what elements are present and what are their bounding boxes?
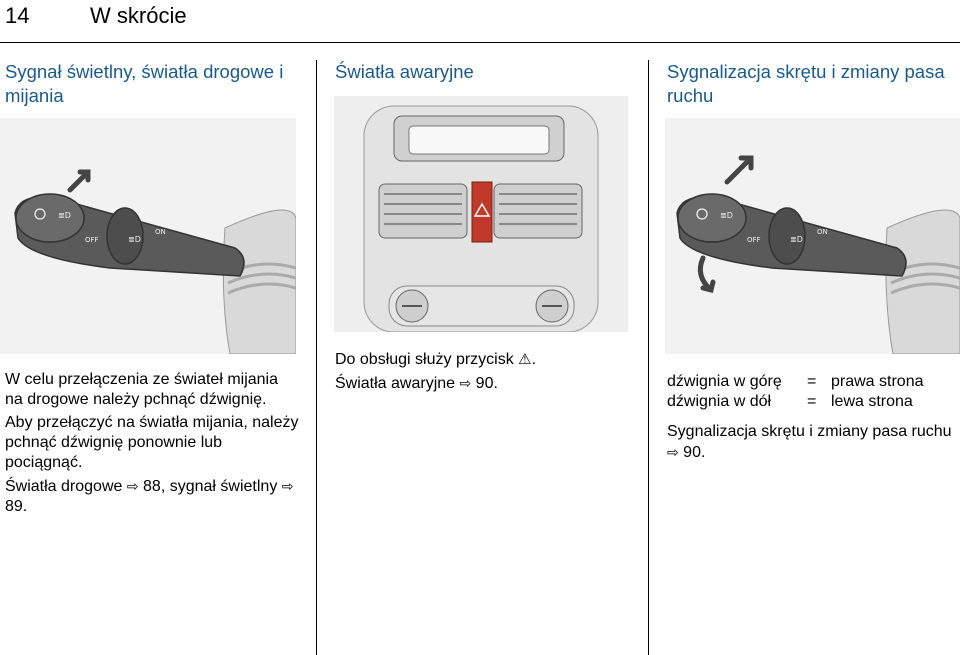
hazard-triangle-icon: ⚠ — [518, 351, 532, 368]
column-divider — [316, 60, 317, 655]
paragraph-text: Do obsługi służy przycisk — [335, 351, 519, 368]
ref-text: 90. — [678, 444, 706, 461]
off-label: OFF — [747, 236, 761, 244]
column-body — [5, 370, 300, 520]
column-body — [335, 350, 630, 397]
page-number: 14 — [5, 3, 30, 28]
header-rule — [0, 42, 960, 43]
page-ref-arrow-icon: ⇨ — [459, 375, 472, 391]
headlight-lever-figure — [0, 118, 296, 354]
off-label: OFF — [85, 236, 99, 244]
table-cell: lewa strona — [831, 393, 913, 410]
hazard-switch-figure — [334, 96, 628, 332]
column-headlight — [5, 60, 300, 108]
direction-table — [667, 372, 960, 412]
cross-reference — [335, 373, 630, 394]
column-hazard — [335, 60, 630, 84]
page-ref-arrow-icon: ⇨ — [281, 478, 294, 494]
column-body — [667, 372, 960, 466]
page-header — [0, 0, 960, 42]
table-cell: prawa strona — [831, 373, 924, 390]
ref-text: 88, sygnał świetlny — [138, 478, 282, 495]
paragraph-text: . — [531, 351, 537, 368]
column-turn-signal — [667, 60, 960, 108]
ref-text: Światła drogowe — [5, 478, 127, 495]
on-label: ON — [155, 228, 166, 236]
svg-text:≣D: ≣D — [58, 211, 71, 220]
svg-text:≣D: ≣D — [128, 235, 141, 244]
ref-text: Światła awaryjne — [335, 375, 460, 392]
ref-text: 89. — [5, 498, 28, 515]
section-title: W skrócie — [90, 3, 187, 28]
page-ref-arrow-icon: ⇨ — [126, 478, 139, 494]
page-ref-arrow-icon: ⇨ — [667, 444, 679, 460]
paragraph — [335, 350, 630, 370]
ref-text: Sygnalizacja skrętu i zmiany pasa ruchu — [667, 423, 952, 440]
cross-reference — [5, 476, 300, 517]
paragraph: W celu przełączenia ze świateł mijania na drogowe należy pchnąć dźwignię. — [5, 371, 278, 408]
table-cell: = — [807, 393, 817, 410]
turn-signal-lever-figure — [665, 118, 960, 354]
column-heading: Sygnał świetlny, światła drogowe i mijania — [5, 61, 284, 106]
table-cell: dźwignia w dół — [667, 393, 772, 410]
table-cell: dźwignia w górę — [667, 373, 782, 390]
on-label: ON — [817, 228, 828, 236]
svg-text:≣D: ≣D — [720, 211, 733, 220]
svg-text:≣D: ≣D — [790, 235, 803, 244]
paragraph: Aby przełączyć na światła mijania, należy pchnąć dźwignię ponownie lub pociągnąć. — [5, 414, 299, 471]
column-heading: Sygnalizacja skrętu i zmiany pasa ruchu — [667, 61, 945, 106]
table-cell: = — [807, 373, 817, 390]
cross-reference — [667, 422, 960, 463]
column-divider — [648, 60, 649, 655]
column-heading: Światła awaryjne — [335, 61, 474, 82]
ref-text: 90. — [471, 375, 498, 392]
